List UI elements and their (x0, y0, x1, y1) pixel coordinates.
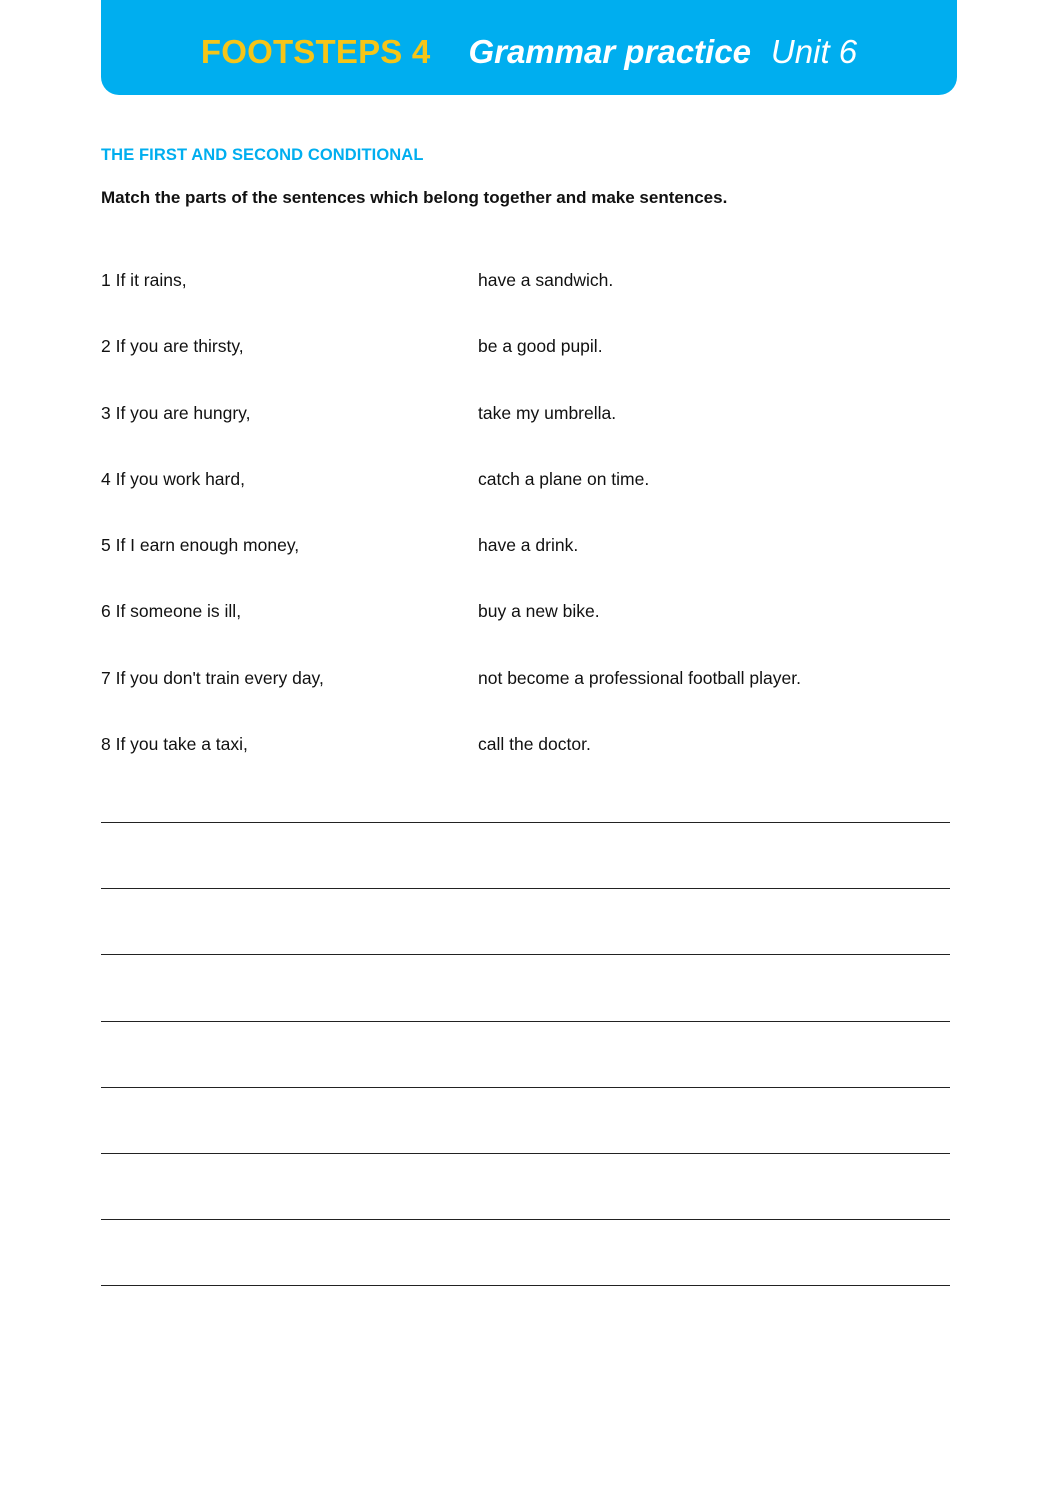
sentence-end: call the doctor. (478, 734, 591, 755)
answer-line-2[interactable] (101, 888, 950, 889)
sentence-start: 8 If you take a taxi, (101, 734, 248, 755)
answer-lines (101, 822, 950, 1352)
sentence-pair-3 (101, 403, 951, 469)
answer-line-7[interactable] (101, 1219, 950, 1220)
answer-line-1[interactable] (101, 822, 950, 823)
sentence-pair-4 (101, 469, 951, 535)
sentence-start: 5 If I earn enough money, (101, 535, 300, 556)
sentence-end: take my umbrella. (478, 402, 617, 423)
answer-line-3[interactable] (101, 954, 950, 955)
sentence-end: have a sandwich. (478, 270, 614, 290)
sentence-end: not become a professional football player. (478, 667, 801, 688)
sentence-pair-8 (101, 734, 951, 800)
sentence-start: 7 If you don't train every day, (101, 667, 324, 688)
answer-line-6[interactable] (101, 1153, 950, 1154)
sentence-pair-1 (101, 270, 951, 336)
answer-line-8[interactable] (101, 1285, 950, 1286)
sentence-end: buy a new bike. (478, 601, 600, 622)
sentence-pairs (101, 270, 951, 800)
sentence-end: catch a plane on time. (478, 468, 650, 489)
sentence-end: have a drink. (478, 535, 579, 556)
sentence-pair-7 (101, 668, 951, 734)
sentence-pair-6 (101, 601, 951, 667)
answer-line-4[interactable] (101, 1021, 950, 1022)
sentence-start: 1 If it rains, (101, 270, 187, 290)
brand-title: FOOTSTEPS 4 (200, 32, 431, 70)
sentence-start: 4 If you work hard, (101, 468, 245, 489)
answer-line-5[interactable] (101, 1087, 950, 1088)
unit-label: Unit 6 (770, 32, 858, 70)
worksheet-title: Grammar practice (468, 32, 751, 70)
header-banner (101, 0, 957, 95)
sentence-start: 2 If you are thirsty, (101, 336, 244, 357)
sentence-end: be a good pupil. (478, 336, 603, 357)
section-heading: THE FIRST AND SECOND CONDITIONAL (101, 146, 424, 164)
sentence-pair-2 (101, 336, 951, 402)
exercise-instruction: Match the parts of the sentences which belong together and make sentences. (101, 188, 728, 207)
sentence-pair-5 (101, 535, 951, 601)
sentence-start: 6 If someone is ill, (101, 601, 242, 622)
sentence-start: 3 If you are hungry, (101, 402, 251, 423)
